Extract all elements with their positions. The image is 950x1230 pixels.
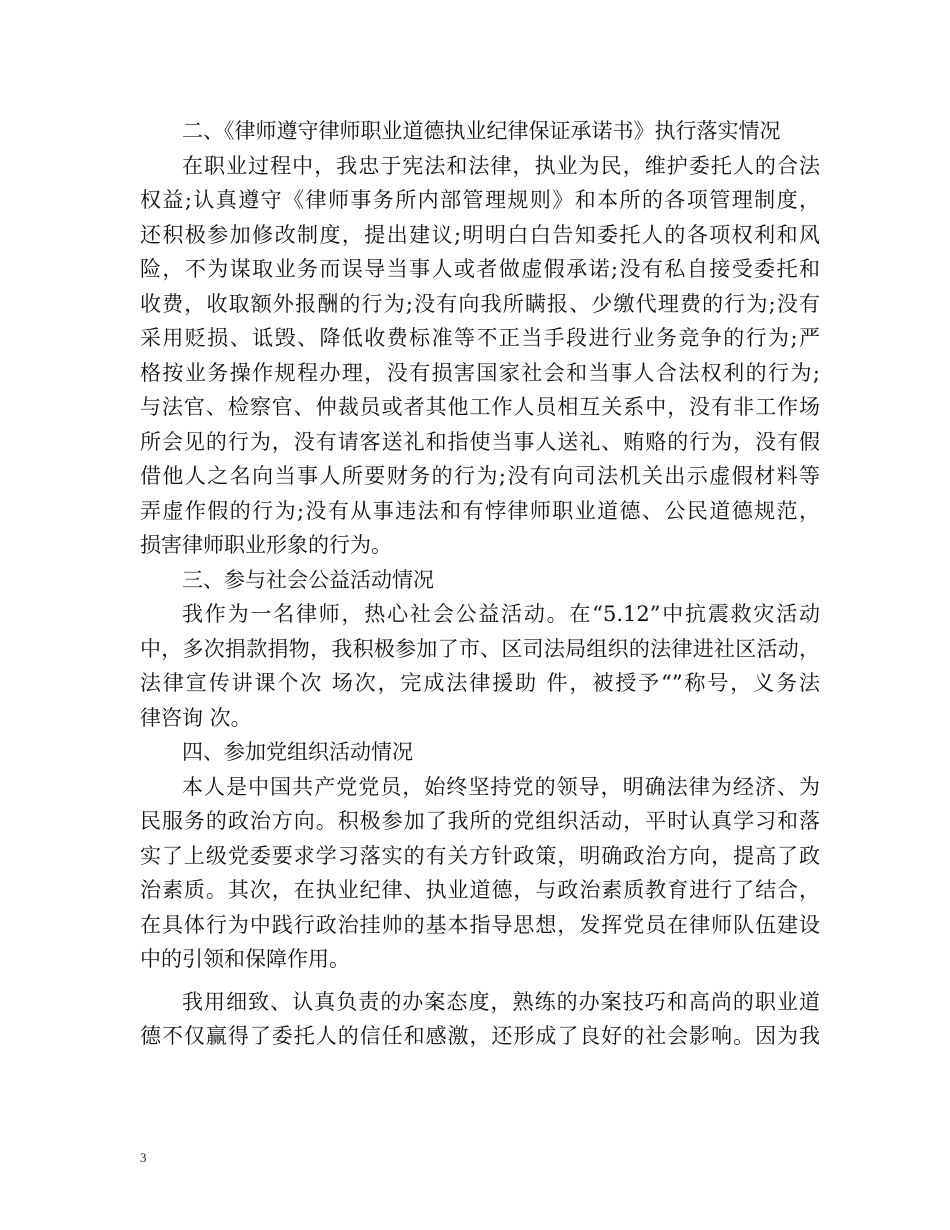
text-line: 中，多次捐款捐物，我积极参加了市、区司法局组织的法律进社区活动， [140, 636, 820, 661]
text-line: 与法官、检察官、仲裁员或者其他工作人员相互关系中，没有非工作场 [140, 395, 820, 419]
document-paragraph [140, 770, 820, 977]
document-paragraph [140, 149, 820, 563]
text-line: 在具体行为中践行政治挂帅的基本指导思想，发挥党员在律师队伍建设 [140, 912, 820, 937]
text-line: 本人是中国共产党党员，始终坚持党的领导，明确法律为经济、为 [182, 774, 820, 799]
text-line: 四、参加党组织活动情况 [182, 740, 413, 764]
text-line: 我用细致、认真负责的办案态度，熟练的办案技巧和高尚的职业道 [182, 989, 820, 1014]
text-line: 中的引领和保障作用。 [140, 947, 350, 971]
text-line: 权益;认真遵守《律师事务所内部管理规则》和本所的各项管理制度， [140, 188, 820, 212]
document-paragraph [140, 735, 820, 770]
text-line: 所会见的行为，没有请客送礼和指使当事人送礼、贿赂的行为，没有假 [140, 429, 820, 454]
text-line: 二、《律师遵守律师职业道德执业纪律保证承诺书》执行落实情况 [182, 119, 781, 143]
text-line: 实了上级党委要求学习落实的有关方针政策，明确政治方向，提高了政 [140, 843, 820, 868]
text-line: 格按业务操作规程办理，没有损害国家社会和当事人合法权利的行为; [140, 360, 820, 385]
text-line: 我作为一名律师，热心社会公益活动。在“5.12”中抗震救灾活动 [182, 602, 820, 626]
text-line: 借他人之名向当事人所要财务的行为;没有向司法机关出示虚假材料等 [140, 464, 820, 488]
text-line: 还积极参加修改制度，提出建议;明明白白告知委托人的各项权利和风 [140, 222, 820, 247]
document-paragraph [140, 114, 820, 149]
text-line: 律咨询 次。 [140, 705, 252, 730]
text-line: 德不仅赢得了委托人的信任和感激，还形成了良好的社会影响。因为我 [140, 1024, 820, 1048]
document-paragraph [140, 985, 820, 1054]
text-line: 险，不为谋取业务而误导当事人或者做虚假承诺;没有私自接受委托和 [140, 257, 820, 281]
text-line: 三、参与社会公益活动情况 [182, 567, 434, 592]
text-line: 采用贬损、诋毁、降低收费标准等不正当手段进行业务竞争的行为;严 [140, 326, 820, 350]
text-line: 法律宣传讲课个次 场次，完成法律援助 件，被授予“”称号，义务法 [140, 671, 820, 695]
text-line: 治素质。其次，在执业纪律、执业道德，与政治素质教育进行了结合， [140, 878, 820, 902]
text-line: 损害律师职业形象的行为。 [140, 533, 392, 557]
text-line: 收费，收取额外报酬的行为;没有向我所瞒报、少缴代理费的行为;没有 [140, 291, 820, 316]
page-number: 3 [140, 1150, 147, 1165]
document-body [140, 114, 820, 1054]
text-line: 在职业过程中，我忠于宪法和法律，执业为民，维护委托人的合法 [182, 153, 820, 178]
document-paragraph [140, 563, 820, 598]
document-paragraph [140, 597, 820, 735]
text-line: 民服务的政治方向。积极参加了我所的党组织活动，平时认真学习和落 [140, 809, 820, 833]
text-line: 弄虚作假的行为;没有从事违法和有悖律师职业道德、公民道德规范， [140, 498, 820, 523]
